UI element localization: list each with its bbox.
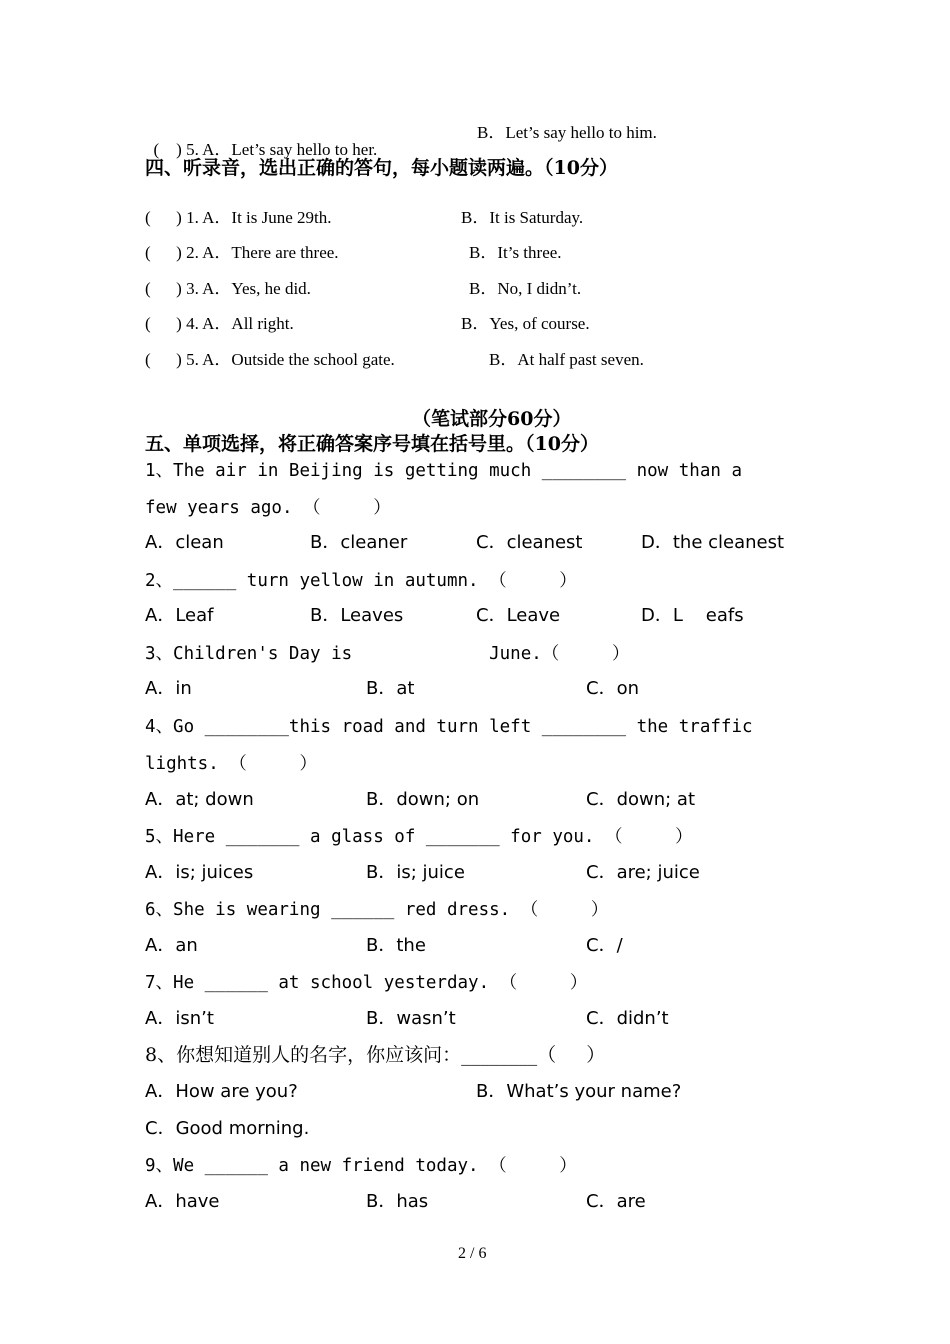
option-c: C．/	[586, 935, 623, 956]
option-b: B．cleaner	[310, 532, 408, 553]
option-b: B．What’s your name?	[476, 1081, 682, 1102]
question-part4-5	[145, 351, 395, 368]
option-c: C．cleanest	[476, 532, 583, 553]
option-c: C．are; juice	[586, 862, 700, 883]
option-a: A．is; juices	[145, 862, 254, 883]
option-b: B．No, I didn’t.	[469, 279, 582, 298]
option-a: A．It is June 29th.	[202, 208, 332, 227]
question-part3-5	[145, 124, 377, 158]
option-a: A．All right.	[202, 314, 294, 333]
question-text: 4、Go ________this road and turn left ________ the traffic	[145, 717, 753, 737]
written-part-title: （笔试部分60分）	[412, 408, 572, 430]
option-c: C．on	[586, 678, 639, 699]
question-text: 1、The air in Beijing is getting much ________ now than a	[145, 461, 742, 481]
option-b: B．is; juice	[366, 862, 465, 883]
option-c: C．Leave	[476, 605, 561, 626]
question-text: few years ago. （ ）	[145, 498, 391, 518]
option-a: A．isn’t	[145, 1008, 214, 1029]
option-d: D．L eafs	[641, 605, 744, 626]
option-a: A．Let’s say hello to her.	[202, 140, 378, 159]
option-a: A．clean	[145, 532, 224, 553]
option-a: A．Leaf	[145, 605, 214, 626]
option-a: A．in	[145, 678, 192, 699]
option-b: B．has	[366, 1191, 429, 1212]
option-a: A．There are three.	[202, 243, 339, 262]
question-part4-3	[145, 280, 311, 297]
question-text: 9、We ______ a new friend today. （ ）	[145, 1156, 577, 1176]
option-b: B．At half past seven.	[489, 350, 644, 369]
option-c: C．Good morning.	[145, 1118, 310, 1139]
option-c: C．didn’t	[586, 1008, 669, 1029]
option-a: A．an	[145, 935, 198, 956]
question-text: 5、Here _______ a glass of _______ for you. （ ）	[145, 827, 693, 847]
question-text: 6、She is wearing ______ red dress. （ ）	[145, 900, 609, 920]
option-b: B．It is Saturday.	[461, 208, 584, 227]
question-text: 7、He ______ at school yesterday. （ ）	[145, 973, 588, 993]
question-text: 3、Children's Day is June.（ ）	[145, 644, 630, 664]
question-part4-4	[145, 315, 294, 332]
question-text: lights. （ ）	[145, 754, 317, 774]
answer-paren: ( ) 1.	[145, 208, 203, 227]
option-b: B．at	[366, 678, 415, 699]
option-b: B．down; on	[366, 789, 480, 810]
answer-paren: ( ) 2.	[145, 243, 203, 262]
option-b: B．Let’s say hello to him.	[477, 123, 657, 142]
answer-paren: ( ) 3.	[145, 279, 203, 298]
option-c: C．are	[586, 1191, 646, 1212]
option-a: A．Yes, he did.	[202, 279, 311, 298]
option-a: A．at; down	[145, 789, 254, 810]
option-c: C．down; at	[586, 789, 696, 810]
option-b: B．wasn’t	[366, 1008, 456, 1029]
option-b: B．Yes, of course.	[461, 314, 590, 333]
section-heading-part5: 五、单项选择，将正确答案序号填在括号里。（10分）	[145, 433, 599, 455]
option-a: A．have	[145, 1191, 220, 1212]
page-number: 2 / 6	[458, 1245, 487, 1262]
answer-paren: ( ) 5.	[145, 350, 203, 369]
option-a: A．Outside the school gate.	[202, 350, 395, 369]
question-part4-2	[145, 244, 339, 261]
option-d: D．the cleanest	[641, 532, 785, 553]
section-heading-part4: 四、听录音，选出正确的答句，每小题读两遍。（10分）	[145, 157, 618, 179]
question-text: 8、你想知道别人的名字，你应该问：________（ ）	[145, 1044, 606, 1066]
answer-paren: ( ) 5.	[153, 140, 203, 159]
option-b: B．the	[366, 935, 426, 956]
option-b: B．It’s three.	[469, 243, 562, 262]
question-text: 2、______ turn yellow in autumn. （ ）	[145, 571, 577, 591]
option-b: B．Leaves	[310, 605, 404, 626]
answer-paren: ( ) 4.	[145, 314, 203, 333]
question-part4-1	[145, 209, 332, 226]
option-a: A．How are you?	[145, 1081, 298, 1102]
